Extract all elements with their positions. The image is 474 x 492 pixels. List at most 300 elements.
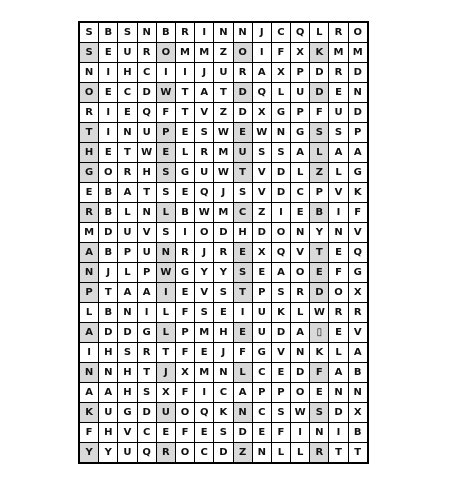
grid-cell[interactable]: Z bbox=[214, 43, 233, 63]
grid-cell[interactable]: N bbox=[79, 263, 99, 283]
grid-cell[interactable]: G bbox=[79, 163, 99, 183]
grid-cell[interactable]: L bbox=[310, 22, 329, 43]
grid-cell[interactable]: S bbox=[271, 403, 290, 423]
grid-cell[interactable]: D bbox=[252, 223, 271, 243]
grid-cell[interactable]: F bbox=[348, 203, 368, 223]
grid-cell[interactable]: U bbox=[118, 443, 137, 464]
grid-cell[interactable]: A bbox=[118, 183, 137, 203]
grid-cell[interactable]: P bbox=[291, 63, 310, 83]
grid-cell[interactable]: S bbox=[195, 303, 214, 323]
grid-cell[interactable]: H bbox=[118, 383, 137, 403]
grid-cell[interactable]: B bbox=[99, 303, 118, 323]
grid-cell[interactable]: L bbox=[156, 323, 175, 343]
grid-cell[interactable]: V bbox=[137, 223, 156, 243]
grid-cell[interactable]: G bbox=[118, 403, 137, 423]
grid-cell[interactable]: F bbox=[233, 343, 252, 363]
grid-cell[interactable]: E bbox=[329, 323, 348, 343]
grid-cell[interactable]: W bbox=[214, 163, 233, 183]
grid-cell[interactable]: S bbox=[233, 183, 252, 203]
grid-cell[interactable]: L bbox=[271, 83, 290, 103]
grid-cell[interactable]: S bbox=[118, 22, 137, 43]
grid-cell[interactable]: J bbox=[214, 343, 233, 363]
grid-cell[interactable]: E bbox=[99, 43, 118, 63]
grid-cell[interactable]: Q bbox=[348, 243, 368, 263]
grid-cell[interactable]: K bbox=[214, 403, 233, 423]
grid-cell[interactable]: I bbox=[329, 423, 348, 443]
grid-cell[interactable]: J bbox=[214, 183, 233, 203]
grid-cell[interactable]: V bbox=[195, 103, 214, 123]
grid-cell[interactable]: G bbox=[271, 103, 290, 123]
grid-cell[interactable]: T bbox=[137, 363, 156, 383]
grid-cell[interactable]: J bbox=[156, 363, 175, 383]
grid-cell[interactable]: R bbox=[329, 22, 348, 43]
grid-cell[interactable]: I bbox=[156, 63, 175, 83]
grid-cell[interactable]: A bbox=[195, 83, 214, 103]
grid-cell[interactable]: C bbox=[291, 183, 310, 203]
grid-cell[interactable]: P bbox=[252, 383, 271, 403]
grid-cell[interactable]: S bbox=[79, 22, 99, 43]
grid-cell[interactable]: M bbox=[195, 323, 214, 343]
grid-cell[interactable]: O bbox=[291, 383, 310, 403]
grid-cell[interactable]: U bbox=[214, 63, 233, 83]
grid-cell[interactable]: S bbox=[233, 263, 252, 283]
grid-cell[interactable]: R bbox=[291, 283, 310, 303]
grid-cell[interactable]: T bbox=[79, 123, 99, 143]
grid-cell[interactable]: E bbox=[156, 423, 175, 443]
grid-cell[interactable]: I bbox=[99, 63, 118, 83]
grid-cell[interactable]: T bbox=[233, 283, 252, 303]
grid-cell[interactable]: I bbox=[291, 423, 310, 443]
grid-cell[interactable]: O bbox=[175, 443, 194, 464]
grid-cell[interactable]: I bbox=[99, 123, 118, 143]
grid-cell[interactable]: T bbox=[175, 83, 194, 103]
grid-cell[interactable]: C bbox=[252, 403, 271, 423]
grid-cell[interactable]: E bbox=[195, 423, 214, 443]
grid-cell[interactable]: R bbox=[195, 143, 214, 163]
grid-cell[interactable]: N bbox=[79, 63, 99, 83]
grid-cell[interactable]: U bbox=[118, 223, 137, 243]
grid-cell[interactable]: N bbox=[329, 383, 348, 403]
grid-cell[interactable]: P bbox=[291, 103, 310, 123]
grid-cell[interactable]: X bbox=[252, 103, 271, 123]
grid-cell[interactable]: R bbox=[79, 203, 99, 223]
grid-cell[interactable]: Q bbox=[195, 183, 214, 203]
grid-cell[interactable]: F bbox=[175, 423, 194, 443]
grid-cell[interactable]: K bbox=[310, 343, 329, 363]
grid-cell[interactable]: S bbox=[310, 123, 329, 143]
grid-cell[interactable]: Q bbox=[195, 403, 214, 423]
grid-cell[interactable]: E bbox=[175, 183, 194, 203]
grid-cell[interactable]: S bbox=[252, 143, 271, 163]
grid-cell[interactable]: P bbox=[348, 123, 368, 143]
grid-cell[interactable]: G bbox=[291, 123, 310, 143]
grid-cell[interactable]: V bbox=[291, 243, 310, 263]
grid-cell[interactable]: L bbox=[329, 343, 348, 363]
grid-cell[interactable]: F bbox=[271, 423, 290, 443]
grid-cell[interactable]: R bbox=[137, 343, 156, 363]
grid-cell[interactable]: N bbox=[271, 123, 290, 143]
grid-cell[interactable]: D bbox=[214, 443, 233, 464]
grid-cell[interactable]: F bbox=[310, 363, 329, 383]
grid-cell[interactable]: Y bbox=[79, 443, 99, 464]
grid-cell[interactable]: O bbox=[348, 22, 368, 43]
grid-cell[interactable]: M bbox=[175, 43, 194, 63]
grid-cell[interactable]: N bbox=[79, 363, 99, 383]
grid-cell[interactable]: X bbox=[156, 383, 175, 403]
grid-cell[interactable]: P bbox=[271, 383, 290, 403]
grid-cell[interactable]: J bbox=[99, 263, 118, 283]
grid-cell[interactable]: D bbox=[329, 403, 348, 423]
grid-cell[interactable]: B bbox=[175, 203, 194, 223]
grid-cell[interactable]: Y bbox=[99, 443, 118, 464]
grid-cell[interactable]: N bbox=[214, 22, 233, 43]
grid-cell[interactable]: E bbox=[175, 283, 194, 303]
grid-cell[interactable]: A bbox=[118, 283, 137, 303]
grid-cell[interactable]: R bbox=[175, 22, 194, 43]
grid-cell[interactable]: L bbox=[118, 263, 137, 283]
grid-cell[interactable]: N bbox=[156, 243, 175, 263]
grid-cell[interactable]: A bbox=[329, 143, 348, 163]
grid-cell[interactable]: T bbox=[348, 443, 368, 464]
grid-cell[interactable]: N bbox=[118, 303, 137, 323]
grid-cell[interactable]: R bbox=[233, 63, 252, 83]
grid-cell[interactable]: I bbox=[252, 43, 271, 63]
grid-cell[interactable]: D bbox=[348, 63, 368, 83]
grid-cell[interactable]: I bbox=[195, 383, 214, 403]
grid-cell[interactable]: S bbox=[195, 123, 214, 143]
grid-cell[interactable]: S bbox=[156, 163, 175, 183]
grid-cell[interactable]: V bbox=[271, 343, 290, 363]
grid-cell[interactable]: H bbox=[233, 223, 252, 243]
grid-cell[interactable]: M bbox=[195, 363, 214, 383]
grid-cell[interactable]: D bbox=[118, 323, 137, 343]
grid-cell[interactable]: Z bbox=[310, 163, 329, 183]
grid-cell[interactable]: B bbox=[99, 203, 118, 223]
grid-cell[interactable]: T bbox=[329, 443, 348, 464]
grid-cell[interactable]: O bbox=[271, 223, 290, 243]
grid-cell[interactable]: J bbox=[195, 63, 214, 83]
grid-cell[interactable]: L bbox=[291, 443, 310, 464]
grid-cell[interactable]: B bbox=[348, 423, 368, 443]
grid-cell[interactable]: R bbox=[348, 303, 368, 323]
grid-cell[interactable]: C bbox=[252, 363, 271, 383]
grid-cell[interactable]: D bbox=[214, 223, 233, 243]
grid-cell[interactable]: R bbox=[137, 43, 156, 63]
grid-cell[interactable]: F bbox=[175, 343, 194, 363]
grid-cell[interactable]: N bbox=[99, 363, 118, 383]
grid-cell[interactable]: D bbox=[233, 423, 252, 443]
grid-cell[interactable]: P bbox=[137, 263, 156, 283]
grid-cell[interactable]: T bbox=[175, 103, 194, 123]
grid-cell[interactable]: V bbox=[252, 163, 271, 183]
grid-cell[interactable]: N bbox=[348, 83, 368, 103]
grid-cell[interactable]: O bbox=[329, 283, 348, 303]
grid-cell[interactable]: G bbox=[137, 323, 156, 343]
grid-cell[interactable]: A bbox=[233, 383, 252, 403]
grid-cell[interactable]: W bbox=[291, 403, 310, 423]
grid-cell[interactable]: N bbox=[291, 223, 310, 243]
grid-cell[interactable]: F bbox=[79, 423, 99, 443]
grid-cell[interactable]: E bbox=[271, 363, 290, 383]
grid-cell[interactable]: D bbox=[271, 183, 290, 203]
grid-cell[interactable]: B bbox=[99, 243, 118, 263]
grid-cell[interactable]: W bbox=[156, 83, 175, 103]
grid-cell[interactable]: T bbox=[156, 343, 175, 363]
grid-cell[interactable]: L bbox=[329, 163, 348, 183]
grid-cell[interactable]: I bbox=[79, 343, 99, 363]
grid-cell[interactable]: H bbox=[118, 363, 137, 383]
grid-cell[interactable]: L bbox=[233, 363, 252, 383]
grid-cell[interactable]: E bbox=[329, 83, 348, 103]
grid-cell[interactable]: A bbox=[252, 63, 271, 83]
grid-cell[interactable]: P bbox=[156, 123, 175, 143]
grid-cell[interactable]: O bbox=[233, 43, 252, 63]
grid-cell[interactable]: N bbox=[291, 343, 310, 363]
grid-cell[interactable]: Z bbox=[214, 103, 233, 123]
grid-cell[interactable]: R bbox=[156, 443, 175, 464]
grid-cell[interactable]: O bbox=[291, 263, 310, 283]
grid-cell[interactable]: U bbox=[118, 43, 137, 63]
grid-cell[interactable]: N bbox=[348, 383, 368, 403]
grid-cell[interactable]: U bbox=[195, 163, 214, 183]
grid-cell[interactable]: W bbox=[310, 303, 329, 323]
grid-cell[interactable]: V bbox=[329, 183, 348, 203]
grid-cell[interactable]: I bbox=[233, 303, 252, 323]
grid-cell[interactable]: H bbox=[99, 343, 118, 363]
grid-cell[interactable]: F bbox=[329, 263, 348, 283]
grid-cell[interactable]: D bbox=[233, 83, 252, 103]
grid-cell[interactable]: G bbox=[175, 163, 194, 183]
grid-cell[interactable]: D bbox=[137, 403, 156, 423]
grid-cell[interactable]: E bbox=[99, 143, 118, 163]
grid-cell[interactable]: P bbox=[252, 283, 271, 303]
grid-cell[interactable]: W bbox=[156, 263, 175, 283]
grid-cell[interactable]: C bbox=[137, 63, 156, 83]
grid-cell[interactable]: S bbox=[214, 283, 233, 303]
grid-cell[interactable]: H bbox=[214, 323, 233, 343]
grid-cell[interactable]: S bbox=[271, 143, 290, 163]
grid-cell[interactable]: A bbox=[79, 383, 99, 403]
grid-cell[interactable]: E bbox=[175, 123, 194, 143]
grid-cell[interactable]: N bbox=[233, 22, 252, 43]
grid-cell[interactable]: N bbox=[137, 22, 156, 43]
grid-cell[interactable]: A bbox=[348, 343, 368, 363]
grid-cell[interactable]: Q bbox=[252, 83, 271, 103]
grid-cell[interactable]: N bbox=[118, 123, 137, 143]
grid-cell[interactable]: V bbox=[348, 223, 368, 243]
grid-cell[interactable]: L bbox=[291, 163, 310, 183]
grid-cell[interactable]: S bbox=[118, 343, 137, 363]
grid-cell[interactable]: O bbox=[195, 223, 214, 243]
grid-cell[interactable]: V bbox=[252, 183, 271, 203]
grid-cell[interactable]: F bbox=[175, 303, 194, 323]
grid-cell[interactable]: Q bbox=[291, 22, 310, 43]
grid-cell[interactable]: A bbox=[79, 323, 99, 343]
grid-cell[interactable]: X bbox=[175, 363, 194, 383]
grid-cell[interactable]: K bbox=[310, 43, 329, 63]
grid-cell[interactable]: H bbox=[118, 63, 137, 83]
grid-cell[interactable]: C bbox=[214, 383, 233, 403]
grid-cell[interactable]: C bbox=[233, 203, 252, 223]
grid-cell[interactable]: O bbox=[79, 83, 99, 103]
grid-cell[interactable]: H bbox=[99, 423, 118, 443]
grid-cell[interactable]: I bbox=[137, 303, 156, 323]
grid-cell[interactable]: E bbox=[195, 343, 214, 363]
grid-cell[interactable]: L bbox=[310, 143, 329, 163]
grid-cell[interactable]: D bbox=[310, 83, 329, 103]
grid-cell[interactable]: D bbox=[348, 103, 368, 123]
grid-cell[interactable]: T bbox=[137, 183, 156, 203]
grid-cell[interactable]: S bbox=[329, 123, 348, 143]
grid-cell[interactable]: N bbox=[233, 403, 252, 423]
grid-cell[interactable]: A bbox=[271, 263, 290, 283]
grid-cell[interactable]: U bbox=[156, 403, 175, 423]
grid-cell[interactable]: I bbox=[271, 203, 290, 223]
grid-cell[interactable]: S bbox=[156, 223, 175, 243]
grid-cell[interactable]: A bbox=[79, 243, 99, 263]
grid-cell[interactable]: W bbox=[252, 123, 271, 143]
grid-cell[interactable]: E bbox=[118, 103, 137, 123]
grid-cell[interactable]: I bbox=[175, 63, 194, 83]
grid-cell[interactable]: N bbox=[310, 423, 329, 443]
grid-cell[interactable]: B bbox=[156, 22, 175, 43]
grid-cell[interactable]: D bbox=[233, 103, 252, 123]
grid-cell[interactable]: E bbox=[310, 383, 329, 403]
grid-cell[interactable]: E bbox=[233, 243, 252, 263]
grid-cell[interactable]: B bbox=[348, 363, 368, 383]
grid-cell[interactable]: B bbox=[99, 183, 118, 203]
grid-cell[interactable]: A bbox=[291, 323, 310, 343]
grid-cell[interactable]: W bbox=[214, 123, 233, 143]
grid-cell[interactable]: E bbox=[79, 183, 99, 203]
grid-cell[interactable]: I bbox=[329, 203, 348, 223]
grid-cell[interactable]: J bbox=[195, 243, 214, 263]
grid-cell[interactable]: E bbox=[252, 423, 271, 443]
grid-cell[interactable]: G bbox=[175, 263, 194, 283]
grid-cell[interactable]: P bbox=[118, 243, 137, 263]
grid-cell[interactable]: E bbox=[233, 123, 252, 143]
grid-cell[interactable]: E bbox=[233, 323, 252, 343]
grid-cell[interactable]: D bbox=[271, 323, 290, 343]
grid-cell[interactable]: W bbox=[137, 143, 156, 163]
grid-cell[interactable]: R bbox=[175, 243, 194, 263]
grid-cell[interactable]: F bbox=[175, 383, 194, 403]
grid-cell[interactable]: A bbox=[99, 383, 118, 403]
grid-cell[interactable]: ▯ bbox=[310, 323, 329, 343]
grid-cell[interactable]: F bbox=[310, 103, 329, 123]
grid-cell[interactable]: M bbox=[329, 43, 348, 63]
grid-cell[interactable]: Q bbox=[137, 103, 156, 123]
grid-cell[interactable]: X bbox=[252, 243, 271, 263]
grid-cell[interactable]: E bbox=[99, 83, 118, 103]
grid-cell[interactable]: O bbox=[99, 163, 118, 183]
grid-cell[interactable]: M bbox=[214, 203, 233, 223]
grid-cell[interactable]: N bbox=[137, 203, 156, 223]
grid-cell[interactable]: B bbox=[99, 22, 118, 43]
grid-cell[interactable]: K bbox=[348, 183, 368, 203]
grid-cell[interactable]: C bbox=[195, 443, 214, 464]
grid-cell[interactable]: V bbox=[348, 323, 368, 343]
grid-cell[interactable]: L bbox=[156, 303, 175, 323]
grid-cell[interactable]: T bbox=[99, 283, 118, 303]
grid-cell[interactable]: P bbox=[79, 283, 99, 303]
grid-cell[interactable]: W bbox=[195, 203, 214, 223]
grid-cell[interactable]: H bbox=[137, 163, 156, 183]
grid-cell[interactable]: A bbox=[329, 363, 348, 383]
grid-cell[interactable]: Z bbox=[252, 203, 271, 223]
grid-cell[interactable]: R bbox=[329, 63, 348, 83]
grid-cell[interactable]: A bbox=[137, 283, 156, 303]
grid-cell[interactable]: M bbox=[79, 223, 99, 243]
grid-cell[interactable]: Y bbox=[195, 263, 214, 283]
grid-cell[interactable]: Y bbox=[310, 223, 329, 243]
grid-cell[interactable]: F bbox=[271, 43, 290, 63]
grid-cell[interactable]: S bbox=[214, 423, 233, 443]
grid-cell[interactable]: I bbox=[156, 283, 175, 303]
grid-cell[interactable]: E bbox=[329, 243, 348, 263]
grid-cell[interactable]: R bbox=[118, 163, 137, 183]
grid-cell[interactable]: Q bbox=[137, 443, 156, 464]
grid-cell[interactable]: G bbox=[348, 163, 368, 183]
grid-cell[interactable]: Y bbox=[214, 263, 233, 283]
grid-cell[interactable]: M bbox=[348, 43, 368, 63]
grid-cell[interactable]: L bbox=[291, 303, 310, 323]
grid-cell[interactable]: A bbox=[291, 143, 310, 163]
grid-cell[interactable]: R bbox=[329, 303, 348, 323]
grid-cell[interactable]: I bbox=[99, 103, 118, 123]
grid-cell[interactable]: X bbox=[348, 283, 368, 303]
grid-cell[interactable]: U bbox=[252, 323, 271, 343]
grid-cell[interactable]: C bbox=[118, 83, 137, 103]
grid-cell[interactable]: S bbox=[271, 283, 290, 303]
grid-cell[interactable]: S bbox=[310, 403, 329, 423]
grid-cell[interactable]: X bbox=[291, 43, 310, 63]
grid-cell[interactable]: U bbox=[329, 103, 348, 123]
grid-cell[interactable]: R bbox=[310, 443, 329, 464]
grid-cell[interactable]: U bbox=[137, 123, 156, 143]
grid-cell[interactable]: N bbox=[252, 443, 271, 464]
grid-cell[interactable]: O bbox=[156, 43, 175, 63]
grid-cell[interactable]: R bbox=[214, 243, 233, 263]
grid-cell[interactable]: C bbox=[271, 22, 290, 43]
grid-cell[interactable]: X bbox=[348, 403, 368, 423]
grid-cell[interactable]: L bbox=[156, 203, 175, 223]
grid-cell[interactable]: M bbox=[214, 143, 233, 163]
grid-cell[interactable]: U bbox=[137, 243, 156, 263]
grid-cell[interactable]: S bbox=[137, 383, 156, 403]
grid-cell[interactable]: U bbox=[252, 303, 271, 323]
grid-cell[interactable]: L bbox=[79, 303, 99, 323]
grid-cell[interactable]: G bbox=[252, 343, 271, 363]
grid-cell[interactable]: N bbox=[214, 363, 233, 383]
grid-cell[interactable]: D bbox=[99, 223, 118, 243]
grid-cell[interactable]: R bbox=[79, 103, 99, 123]
grid-cell[interactable]: N bbox=[329, 223, 348, 243]
grid-cell[interactable]: E bbox=[214, 303, 233, 323]
grid-cell[interactable]: D bbox=[291, 363, 310, 383]
grid-cell[interactable]: Q bbox=[271, 243, 290, 263]
grid-cell[interactable]: X bbox=[271, 63, 290, 83]
grid-cell[interactable]: K bbox=[271, 303, 290, 323]
grid-cell[interactable]: F bbox=[156, 103, 175, 123]
grid-cell[interactable]: D bbox=[310, 63, 329, 83]
grid-cell[interactable]: V bbox=[195, 283, 214, 303]
grid-cell[interactable]: E bbox=[252, 263, 271, 283]
grid-cell[interactable]: A bbox=[348, 143, 368, 163]
grid-cell[interactable]: M bbox=[195, 43, 214, 63]
grid-cell[interactable]: K bbox=[79, 403, 99, 423]
grid-cell[interactable]: S bbox=[79, 43, 99, 63]
